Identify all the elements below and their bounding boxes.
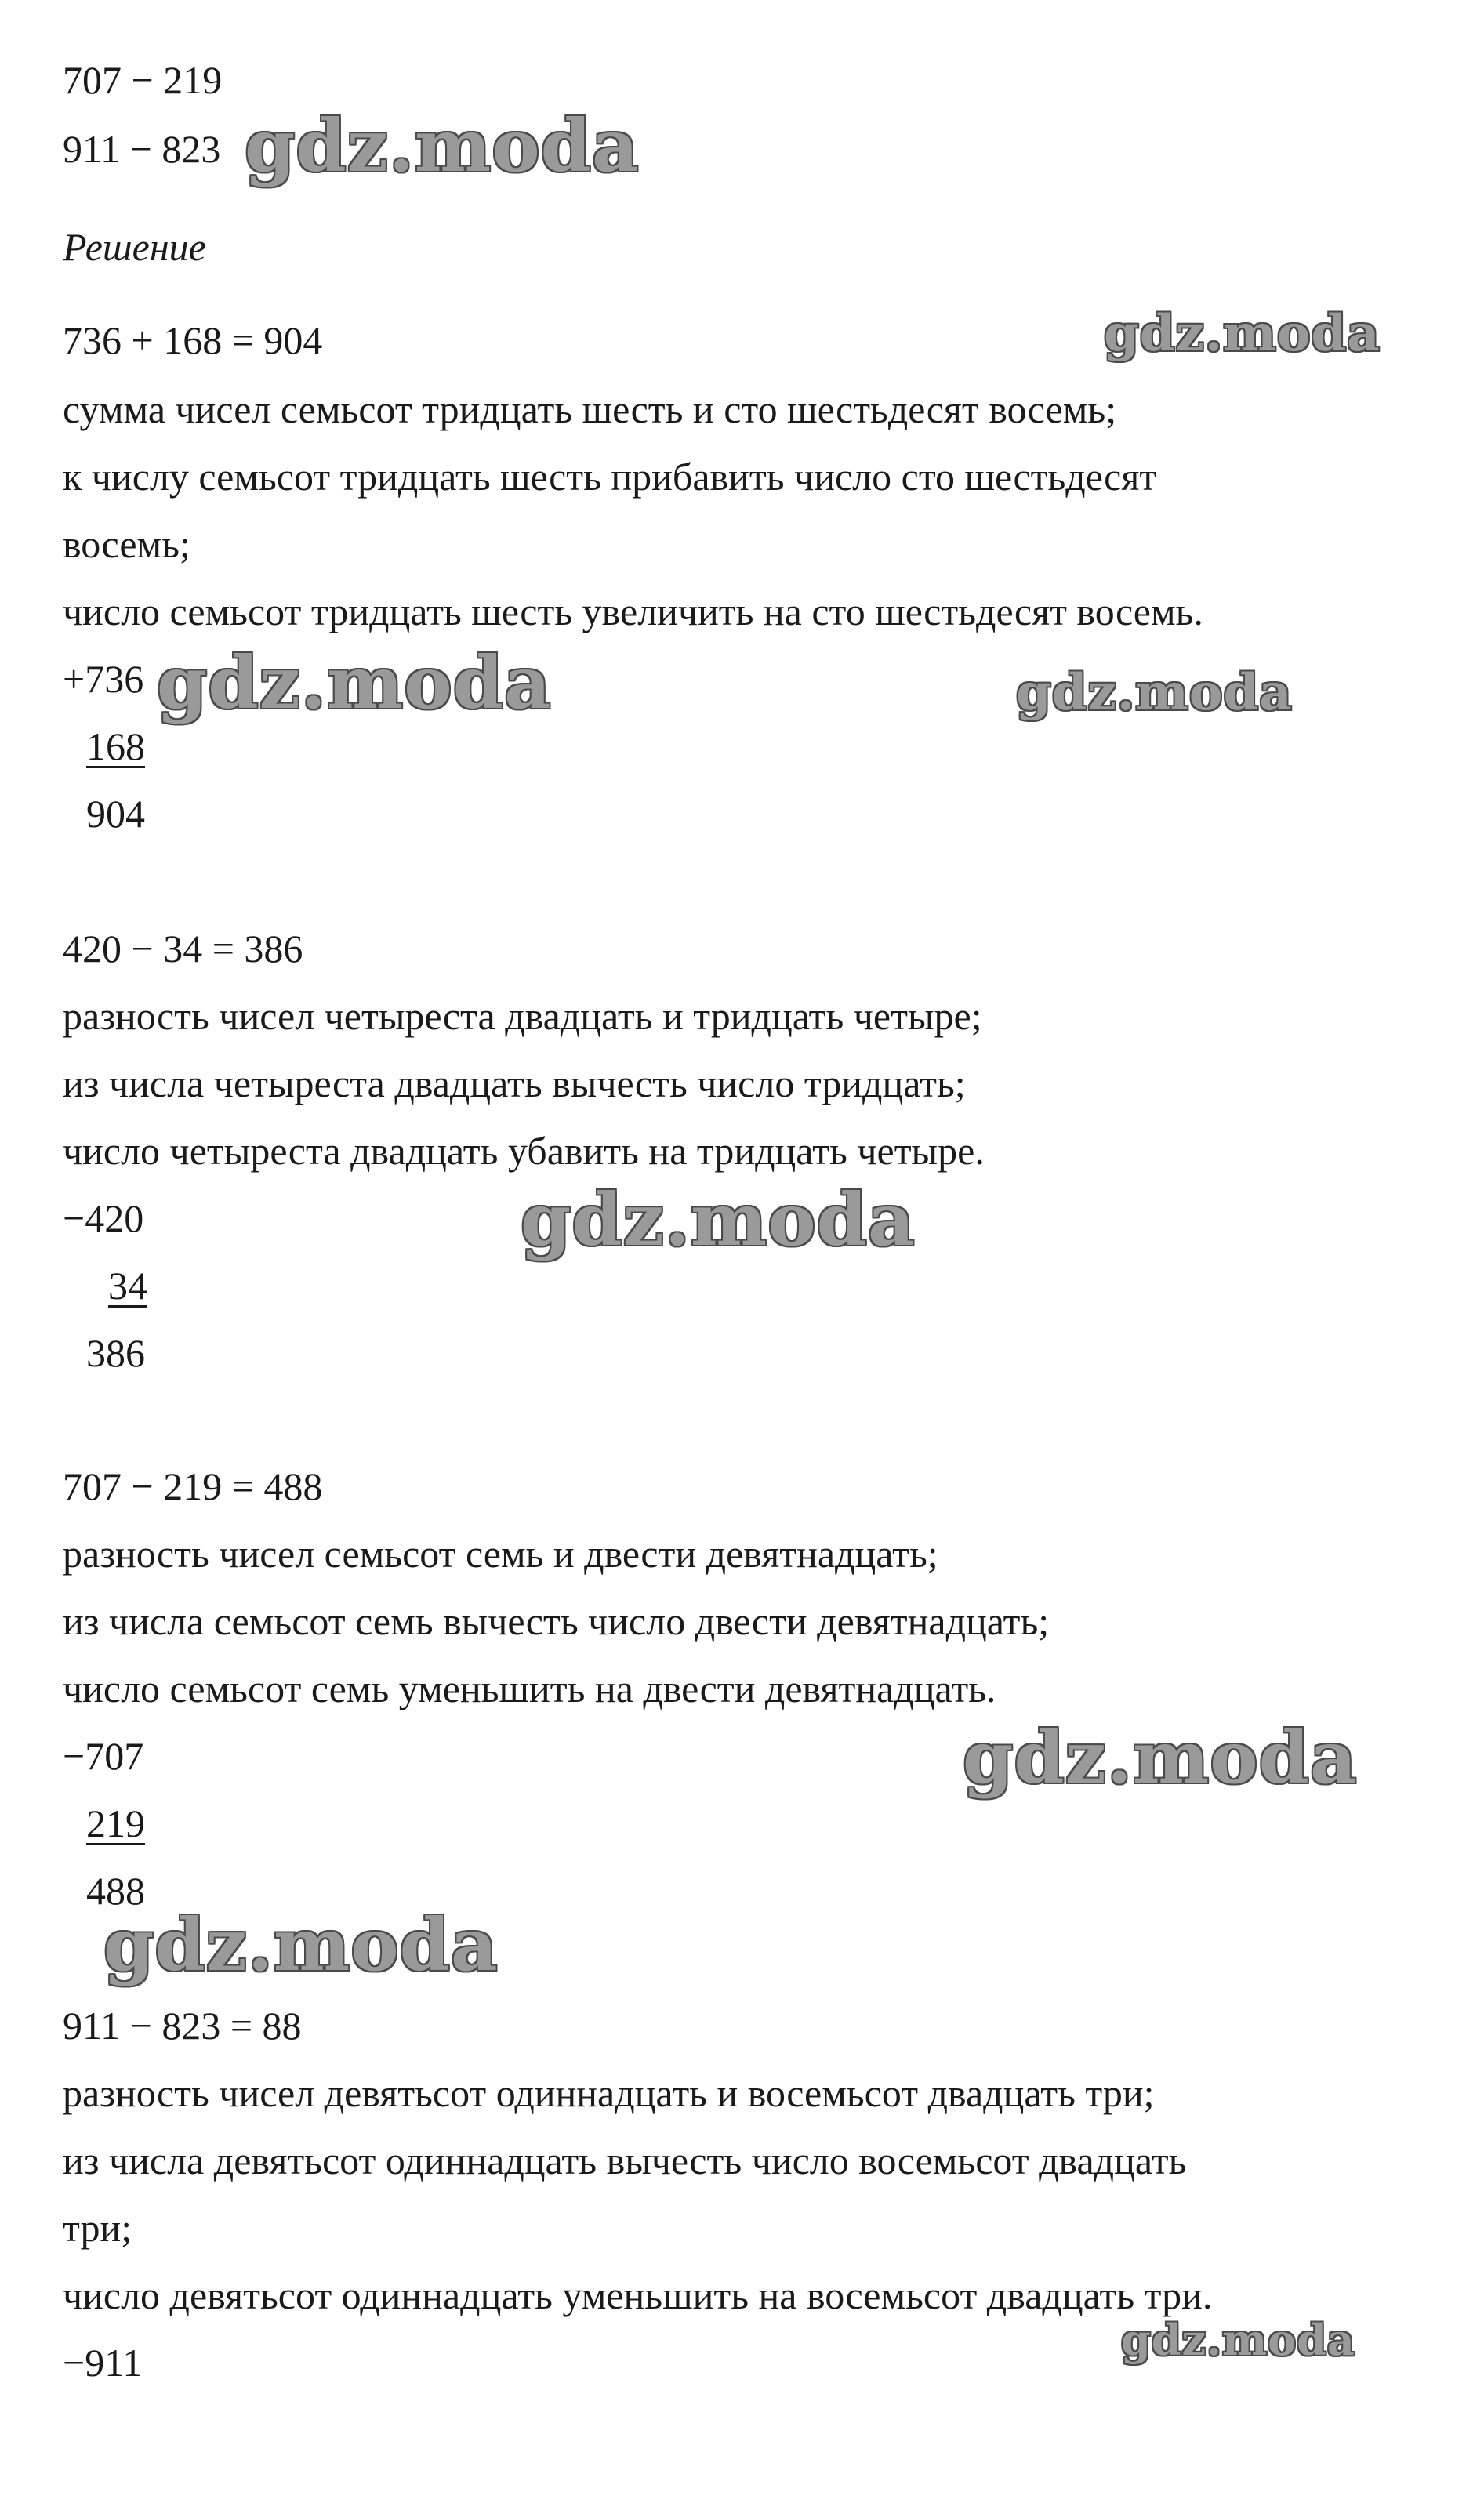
- equation: 911 − 823 = 88: [63, 2004, 302, 2048]
- task-expression: 707 − 219: [63, 58, 223, 102]
- explanation-line: число девятьсот одиннадцать уменьшить на восемьсот двадцать три.: [63, 2273, 1213, 2317]
- explanation-line: к числу семьсот тридцать шесть прибавить число сто шестьдесят: [63, 455, 1157, 499]
- watermark: gdz.moda: [1104, 304, 1381, 363]
- column-top: −420: [63, 1196, 144, 1240]
- column-result: 904: [86, 792, 145, 836]
- explanation-line: разность чисел семьсот семь и двести девятнадцать;: [63, 1532, 938, 1576]
- equation: 736 + 168 = 904: [63, 318, 323, 362]
- column-addend: 168: [86, 724, 145, 768]
- explanation-line: из числа четыреста двадцать вычесть число тридцать;: [63, 1061, 966, 1105]
- watermark: gdz.moda: [245, 103, 640, 188]
- watermark: gdz.moda: [963, 1715, 1358, 1800]
- explanation-line: восемь;: [63, 522, 190, 566]
- explanation-line: разность чисел девятьсот одиннадцать и восемьсот двадцать три;: [63, 2071, 1155, 2115]
- equation: 707 − 219 = 488: [63, 1464, 323, 1508]
- explanation-line: число семьсот семь уменьшить на двести девятнадцать.: [63, 1667, 996, 1710]
- equation: 420 − 34 = 386: [63, 927, 303, 970]
- column-top: −707: [63, 1734, 144, 1778]
- column-top: −911: [63, 2341, 143, 2385]
- watermark: gdz.moda: [1016, 663, 1293, 722]
- explanation-line: число четыреста двадцать убавить на тридцать четыре.: [63, 1129, 985, 1173]
- watermark: gdz.moda: [1121, 2315, 1355, 2365]
- watermark: gdz.moda: [103, 1903, 499, 1987]
- watermark: gdz.moda: [521, 1177, 916, 1262]
- column-result: 488: [86, 1869, 145, 1913]
- task-expression: 911 − 823: [63, 127, 221, 171]
- watermark: gdz.moda: [157, 640, 552, 725]
- explanation-line: разность чисел четыреста двадцать и тридцать четыре;: [63, 994, 982, 1038]
- explanation-line: из числа девятьсот одиннадцать вычесть число восемьсот двадцать: [63, 2138, 1187, 2182]
- explanation-line: три;: [63, 2206, 132, 2250]
- solution-label: Решение: [63, 225, 206, 269]
- explanation-line: число семьсот тридцать шесть увеличить на сто шестьдесят восемь.: [63, 589, 1203, 633]
- column-subtrahend: 34: [108, 1264, 147, 1308]
- column-subtrahend: 219: [86, 1801, 145, 1845]
- explanation-line: сумма чисел семьсот тридцать шесть и сто шестьдесят восемь;: [63, 387, 1117, 431]
- column-result: 386: [86, 1331, 145, 1375]
- column-top: +736: [63, 657, 144, 701]
- explanation-line: из числа семьсот семь вычесть число двести девятнадцать;: [63, 1599, 1050, 1643]
